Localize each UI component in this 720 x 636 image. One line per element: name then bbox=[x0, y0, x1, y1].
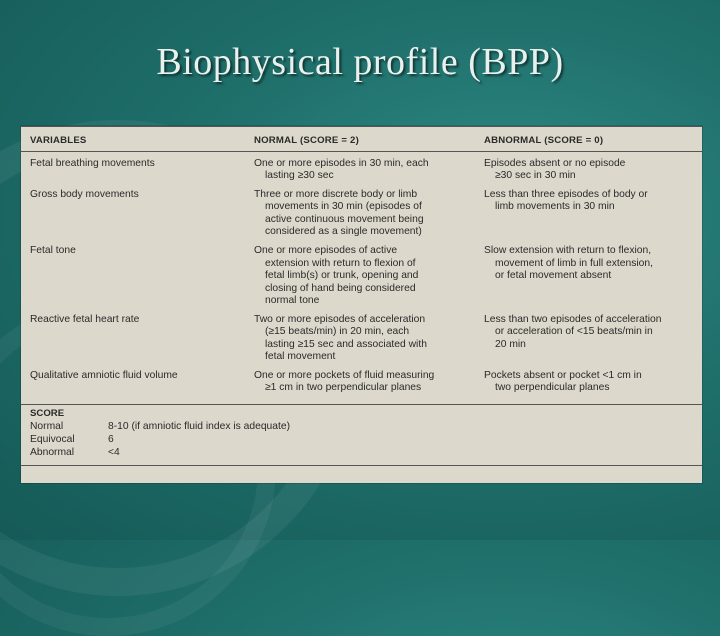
abnormal-line: two perpendicular planes bbox=[495, 382, 610, 394]
variable-cell: Reactive fetal heart rate bbox=[30, 313, 140, 325]
normal-line: lasting ≥15 sec and associated with bbox=[265, 338, 427, 350]
variable-cell: Fetal tone bbox=[30, 244, 76, 256]
normal-line: One or more episodes of active bbox=[254, 244, 398, 256]
abnormal-line: ≥30 sec in 30 min bbox=[495, 170, 576, 182]
abnormal-line: Slow extension with return to flexion, bbox=[484, 244, 652, 256]
normal-line: ≥1 cm in two perpendicular planes bbox=[265, 382, 422, 394]
score-heading: SCORE bbox=[30, 408, 65, 419]
normal-line: One or more pockets of fluid measuring bbox=[254, 369, 435, 381]
normal-line: Two or more episodes of acceleration bbox=[254, 313, 426, 325]
abnormal-line: movement of limb in full extension, bbox=[495, 257, 653, 269]
bpp-table bbox=[21, 126, 702, 398]
score-row bbox=[30, 421, 693, 434]
abnormal-line: 20 min bbox=[495, 338, 526, 350]
score-label: Abnormal bbox=[30, 446, 75, 458]
score-section bbox=[21, 404, 702, 459]
score-value: 6 bbox=[108, 433, 114, 445]
header-normal: NORMAL (SCORE = 2) bbox=[245, 127, 475, 152]
normal-cell bbox=[245, 186, 475, 242]
normal-line: (≥15 beats/min) in 20 min, each bbox=[265, 326, 410, 338]
abnormal-cell bbox=[475, 311, 702, 367]
normal-line: normal tone bbox=[265, 295, 320, 307]
table-row bbox=[21, 186, 702, 242]
abnormal-line: Less than two episodes of acceleration bbox=[484, 313, 662, 325]
score-row bbox=[30, 447, 693, 460]
normal-line: fetal movement bbox=[265, 351, 336, 363]
abnormal-cell bbox=[475, 186, 702, 242]
normal-cell bbox=[245, 242, 475, 311]
abnormal-line: Less than three episodes of body or bbox=[484, 188, 648, 200]
table-bottom-rule bbox=[21, 465, 702, 466]
normal-line: movements in 30 min (episodes of bbox=[265, 201, 422, 213]
normal-line: considered as a single movement) bbox=[265, 226, 422, 238]
table-row bbox=[21, 151, 702, 186]
variable-cell: Gross body movements bbox=[30, 188, 139, 200]
abnormal-cell bbox=[475, 367, 702, 398]
abnormal-line: or acceleration of <15 beats/min in bbox=[495, 326, 653, 338]
header-variables: VARIABLES bbox=[21, 127, 245, 152]
abnormal-cell bbox=[475, 242, 702, 311]
variable-cell: Fetal breathing movements bbox=[30, 157, 155, 169]
table-header-row bbox=[21, 127, 702, 152]
table-row bbox=[21, 242, 702, 311]
normal-line: extension with return to flexion of bbox=[265, 257, 416, 269]
table-row bbox=[21, 367, 702, 398]
abnormal-line: or fetal movement absent bbox=[495, 270, 612, 282]
score-value: 8-10 (if amniotic fluid index is adequate) bbox=[108, 421, 291, 432]
slide-title: Biophysical profile (BPP) bbox=[156, 41, 564, 83]
normal-line: closing of hand being considered bbox=[265, 282, 416, 294]
abnormal-line: Episodes absent or no episode bbox=[484, 157, 626, 169]
normal-line: active continuous movement being bbox=[265, 213, 424, 225]
score-label: Equivocal bbox=[30, 433, 75, 445]
variable-cell: Qualitative amniotic fluid volume bbox=[30, 369, 178, 381]
normal-cell bbox=[245, 367, 475, 398]
table-row bbox=[21, 311, 702, 367]
normal-cell bbox=[245, 151, 475, 186]
bpp-table-card bbox=[21, 126, 702, 483]
header-abnormal: ABNORMAL (SCORE = 0) bbox=[475, 127, 702, 152]
normal-line: One or more episodes in 30 min, each bbox=[254, 157, 429, 169]
normal-line: lasting ≥30 sec bbox=[265, 170, 334, 182]
score-label: Normal bbox=[30, 421, 64, 432]
abnormal-line: Pockets absent or pocket <1 cm in bbox=[484, 369, 642, 381]
normal-line: Three or more discrete body or limb bbox=[254, 188, 418, 200]
normal-line: fetal limb(s) or trunk, opening and bbox=[265, 270, 419, 282]
score-value: <4 bbox=[108, 446, 120, 458]
abnormal-line: limb movements in 30 min bbox=[495, 201, 615, 213]
abnormal-cell bbox=[475, 151, 702, 186]
score-row bbox=[30, 434, 693, 447]
normal-cell bbox=[245, 311, 475, 367]
